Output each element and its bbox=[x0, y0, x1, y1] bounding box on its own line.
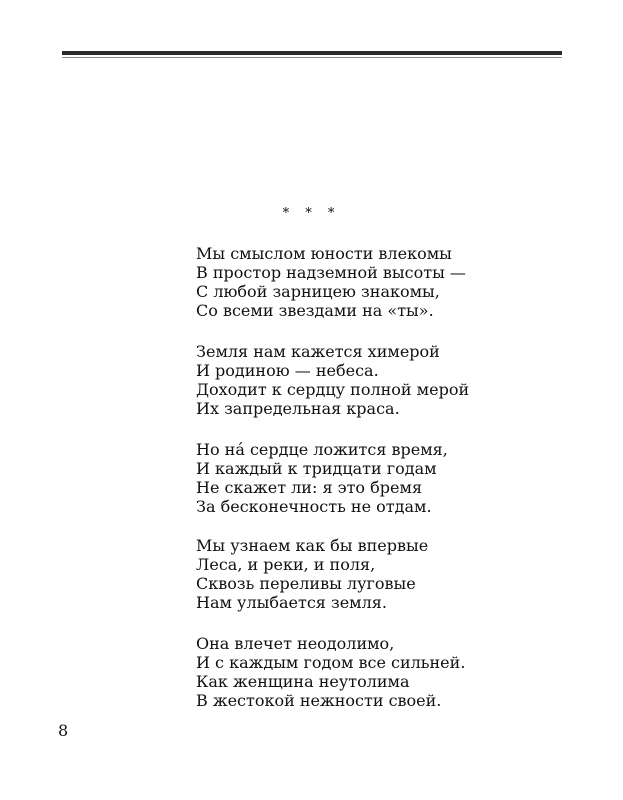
poem-line: В простор надземной высоты — bbox=[196, 263, 466, 282]
top-rule bbox=[62, 51, 562, 55]
stanza-4 bbox=[196, 536, 556, 612]
poem-line: За бесконечность не отдам. bbox=[196, 497, 432, 516]
poem bbox=[196, 244, 556, 732]
stanza-3 bbox=[196, 440, 556, 516]
poem-line: Земля нам кажется химерой bbox=[196, 342, 440, 361]
poem-line: Их запредельная краса. bbox=[196, 399, 400, 418]
asterism-ornament: * * * bbox=[282, 206, 341, 221]
poem-line: Доходит к сердцу полной мерой bbox=[196, 380, 470, 399]
poem-line: И с каждым годом все сильней. bbox=[196, 653, 466, 672]
poem-line: Не скажет ли: я это бремя bbox=[196, 478, 423, 497]
poem-line: Со всеми звездами на «ты». bbox=[196, 301, 434, 320]
page-number: 8 bbox=[58, 721, 69, 740]
poem-line: И родиною — небеса. bbox=[196, 361, 379, 380]
poem-line: Но на́ сердце ложится время, bbox=[196, 440, 448, 459]
poem-line: Мы смыслом юности влекомы bbox=[196, 244, 452, 263]
poem-line: И каждый к тридцати годам bbox=[196, 459, 437, 478]
poem-line: Мы узнаем как бы впервые bbox=[196, 536, 429, 555]
poem-line: Она влечет неодолимо, bbox=[196, 634, 395, 653]
poem-line: Как женщина неутолима bbox=[196, 672, 410, 691]
stanza-2 bbox=[196, 342, 556, 418]
stanza-5 bbox=[196, 634, 556, 710]
poem-line: Нам улыбается земля. bbox=[196, 593, 387, 612]
poem-line: С любой зарницею знакомы, bbox=[196, 282, 440, 301]
top-rule-thin bbox=[62, 57, 562, 58]
stanza-1 bbox=[196, 244, 556, 320]
poem-line: Сквозь переливы луговые bbox=[196, 574, 416, 593]
poem-line: В жестокой нежности своей. bbox=[196, 691, 442, 710]
poem-line: Леса, и реки, и поля, bbox=[196, 555, 376, 574]
